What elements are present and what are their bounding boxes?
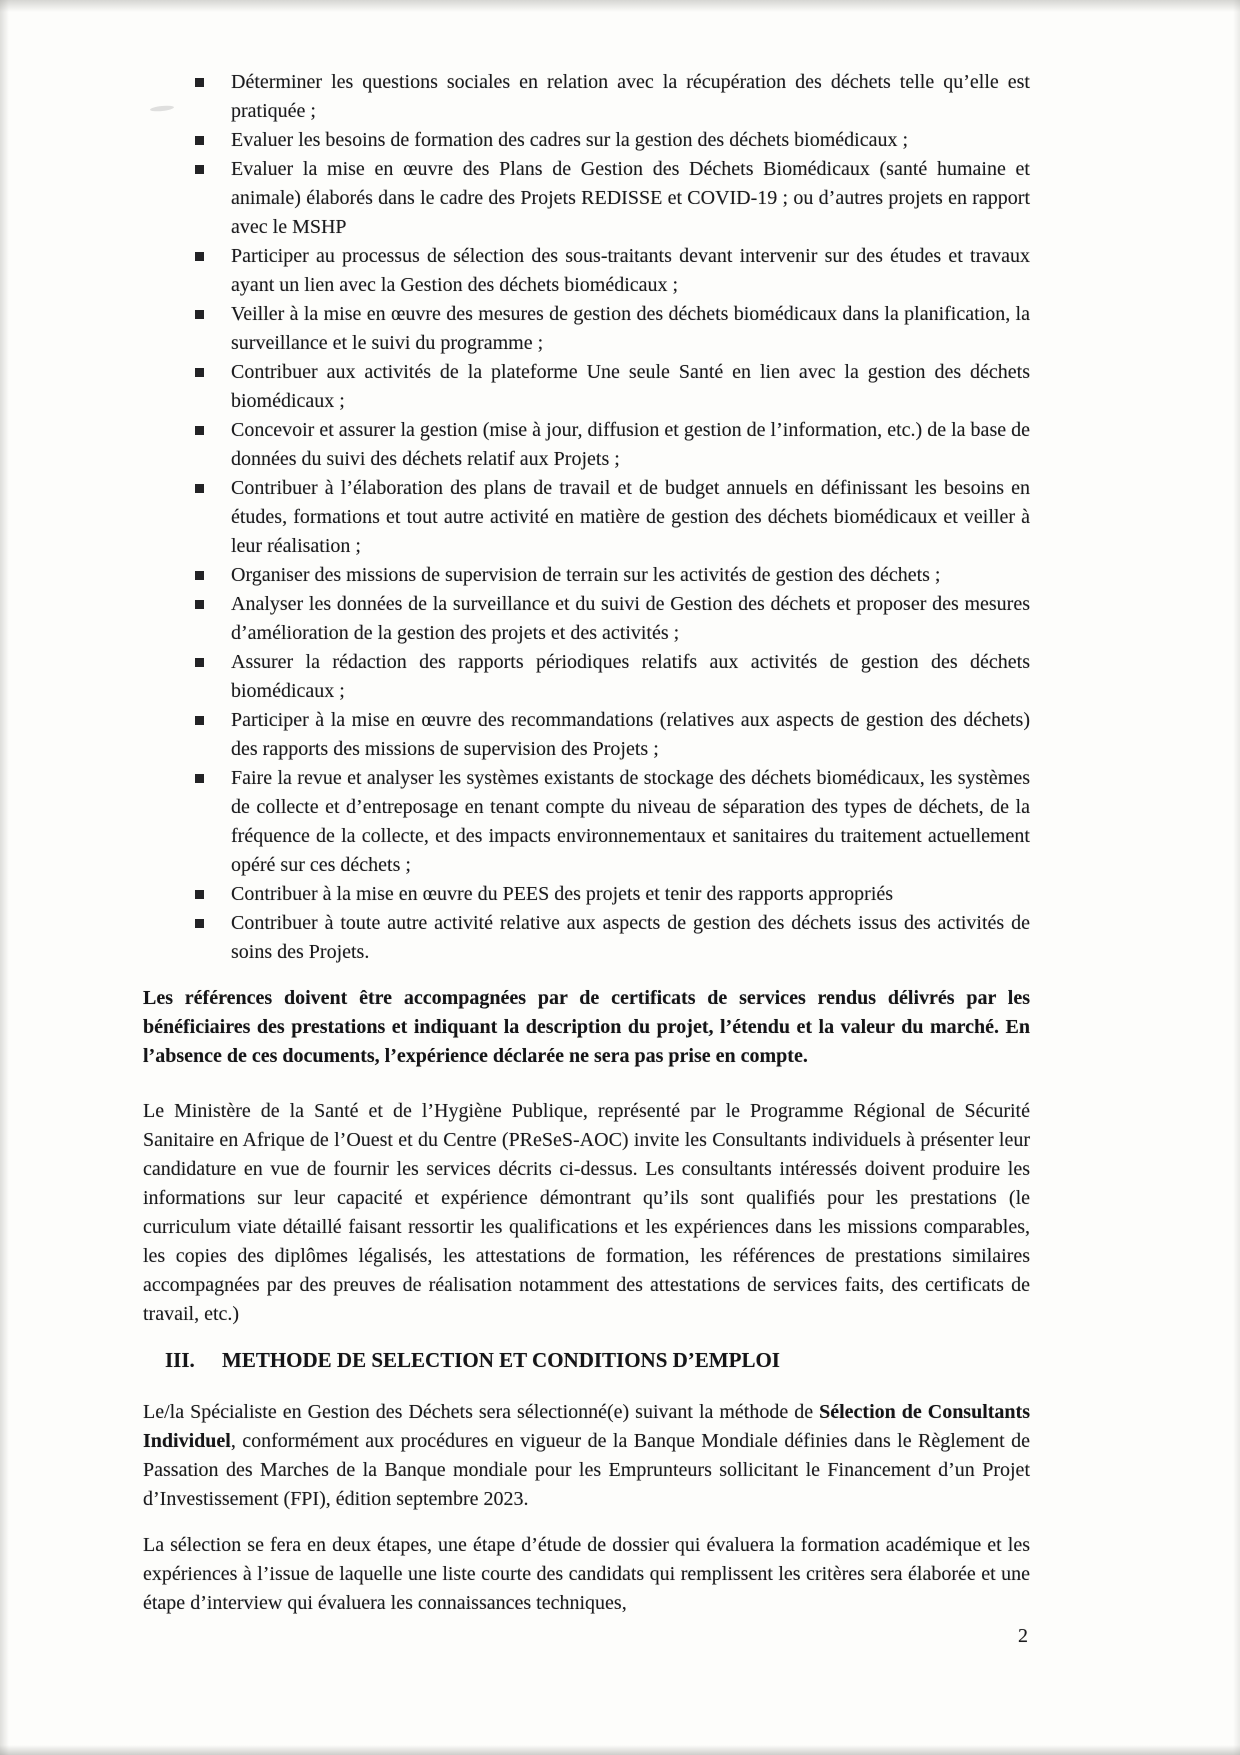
bullet-square-icon	[195, 252, 204, 261]
bullet-text: Analyser les données de la surveillance et du suivi de Gestion des déchets et proposer des mesures d’amélioration de la gestion des projets et des activités ;	[231, 593, 1030, 644]
bullet-square-icon	[195, 716, 204, 725]
bold-text-segment: Sélection de Consultants Individuel	[143, 1401, 1030, 1452]
page-content	[143, 68, 1030, 1618]
bullet-text: Contribuer à la mise en œuvre du PEES des projets et tenir des rapports appropriés	[231, 883, 894, 905]
paragraph-selection-method	[143, 1398, 1030, 1514]
bullet-square-icon	[195, 368, 204, 377]
section-heading	[143, 1346, 1030, 1375]
bullet-square-icon	[195, 890, 204, 899]
bullet-text: Contribuer à l’élaboration des plans de travail et de budget annuels en définissant les besoins en études, formations et tout autre activité en matière de gestion des déchets biomédicaux et veiller à leur réalisation ;	[231, 477, 1030, 557]
list-item	[143, 416, 1030, 474]
list-item	[143, 474, 1030, 561]
scan-edge-right	[1233, 0, 1240, 1755]
section-title: METHODE DE SELECTION ET CONDITIONS D’EMPLOI	[222, 1348, 780, 1372]
bullet-square-icon	[195, 600, 204, 609]
text-segment: Le/la Spécialiste en Gestion des Déchets sera sélectionné(e) suivant la méthode de	[143, 1401, 820, 1423]
list-item	[143, 126, 1030, 155]
bullet-square-icon	[195, 774, 204, 783]
list-item	[143, 68, 1030, 126]
bullet-text: Faire la revue et analyser les systèmes existants de stockage des déchets biomédicaux, les systèmes de collecte et d’entreposage en tenant compte du niveau de séparation des types de déchets, de la fréquence de la collecte, et des impacts environnementaux et sanitaires du traitement actuellement opéré sur ces déchets ;	[231, 767, 1030, 876]
bullet-text: Evaluer la mise en œuvre des Plans de Gestion des Déchets Biomédicaux (santé humaine et animale) élaborés dans le cadre des Projets REDISSE et COVID-19 ; ou d’autres projets en rapport avec le MSHP	[231, 158, 1030, 238]
bullet-text: Evaluer les besoins de formation des cadres sur la gestion des déchets biomédicaux ;	[231, 129, 909, 151]
list-item	[143, 706, 1030, 764]
bullet-square-icon	[195, 919, 204, 928]
list-item	[143, 648, 1030, 706]
text-segment: , conformément aux procédures en vigueur de la Banque Mondiale définies dans le Règlement de Passation des Marches de la Banque mondiale pour les Emprunteurs sollicitant le Financement d’un Projet d’Investissement (FPI), édition septembre 2023.	[143, 1430, 1030, 1510]
bullet-text: Assurer la rédaction des rapports périodiques relatifs aux activités de gestion des déchets biomédicaux ;	[231, 651, 1030, 702]
paragraph-ministry-invitation: Le Ministère de la Santé et de l’Hygiène Publique, représenté par le Programme Régional de Sécurité Sanitaire en Afrique de l’Ouest et du Centre (PReSeS-AOC) invite les Consultants individuels à présenter leur candidature en vue de fournir les services décrits ci-dessus. Les consultants intéressés doivent produire les informations sur leur capacité et expérience démontrant qu’ils sont qualifiés pour les prestations (le curriculum viate détaillé faisant ressortir les qualifications et les expériences dans les missions comparables, les copies des diplômes légalisés, les attestations de formation, les références de prestations similaires accompagnées par des preuves de réalisation notamment des attestations de services faits, des certificats de travail, etc.)	[143, 1100, 1030, 1325]
bullet-square-icon	[195, 310, 204, 319]
bullet-square-icon	[195, 426, 204, 435]
list-item	[143, 880, 1030, 909]
paragraph-references-notice: Les références doivent être accompagnées par de certificats de services rendus délivrés par les bénéficiaires des prestations et indiquant la description du projet, l’étendu et la valeur du marché. En l’absence de ces documents, l’expérience déclarée ne sera pas prise en compte.	[143, 987, 1030, 1067]
list-item	[143, 242, 1030, 300]
list-item	[143, 561, 1030, 590]
bullet-square-icon	[195, 484, 204, 493]
page-number: 2	[1018, 1625, 1028, 1647]
bullet-text: Concevoir et assurer la gestion (mise à jour, diffusion et gestion de l’information, etc.) de la base de données du suivi des déchets relatif aux Projets ;	[231, 419, 1030, 470]
list-item	[143, 590, 1030, 648]
bullet-square-icon	[195, 571, 204, 580]
scan-edge-top	[0, 0, 1240, 12]
bullet-square-icon	[195, 78, 204, 87]
paragraph-selection-steps: La sélection se fera en deux étapes, une étape d’étude de dossier qui évaluera la formation académique et les expériences à l’issue de laquelle une liste courte des candidats qui remplissent les critères sera élaborée et une étape d’interview qui évaluera les connaissances techniques,	[143, 1534, 1030, 1614]
bullet-text: Déterminer les questions sociales en relation avec la récupération des déchets telle qu’elle est pratiquée ;	[231, 71, 1030, 122]
bullet-square-icon	[195, 136, 204, 145]
bullet-text: Veiller à la mise en œuvre des mesures de gestion des déchets biomédicaux dans la planification, la surveillance et le suivi du programme ;	[231, 303, 1030, 354]
list-item	[143, 358, 1030, 416]
bullet-square-icon	[195, 165, 204, 174]
bullet-text: Contribuer aux activités de la plateforme Une seule Santé en lien avec la gestion des déchets biomédicaux ;	[231, 361, 1030, 412]
bullet-square-icon	[195, 658, 204, 667]
bullet-text: Organiser des missions de supervision de terrain sur les activités de gestion des déchets ;	[231, 564, 941, 586]
bullet-text: Participer au processus de sélection des sous-traitants devant intervenir sur des études et travaux ayant un lien avec la Gestion des déchets biomédicaux ;	[231, 245, 1030, 296]
section-numeral: III.	[165, 1348, 195, 1372]
list-item	[143, 764, 1030, 880]
scan-edge-bottom	[0, 1745, 1240, 1755]
bullet-text: Contribuer à toute autre activité relative aux aspects de gestion des déchets issus des activités de soins des Projets.	[231, 912, 1030, 963]
list-item	[143, 300, 1030, 358]
list-item	[143, 155, 1030, 242]
bullet-text: Participer à la mise en œuvre des recommandations (relatives aux aspects de gestion des déchets) des rapports des missions de supervision des Projets ;	[231, 709, 1030, 760]
list-item	[143, 909, 1030, 967]
task-bullet-list	[143, 68, 1030, 967]
scan-edge-left	[0, 0, 9, 1755]
